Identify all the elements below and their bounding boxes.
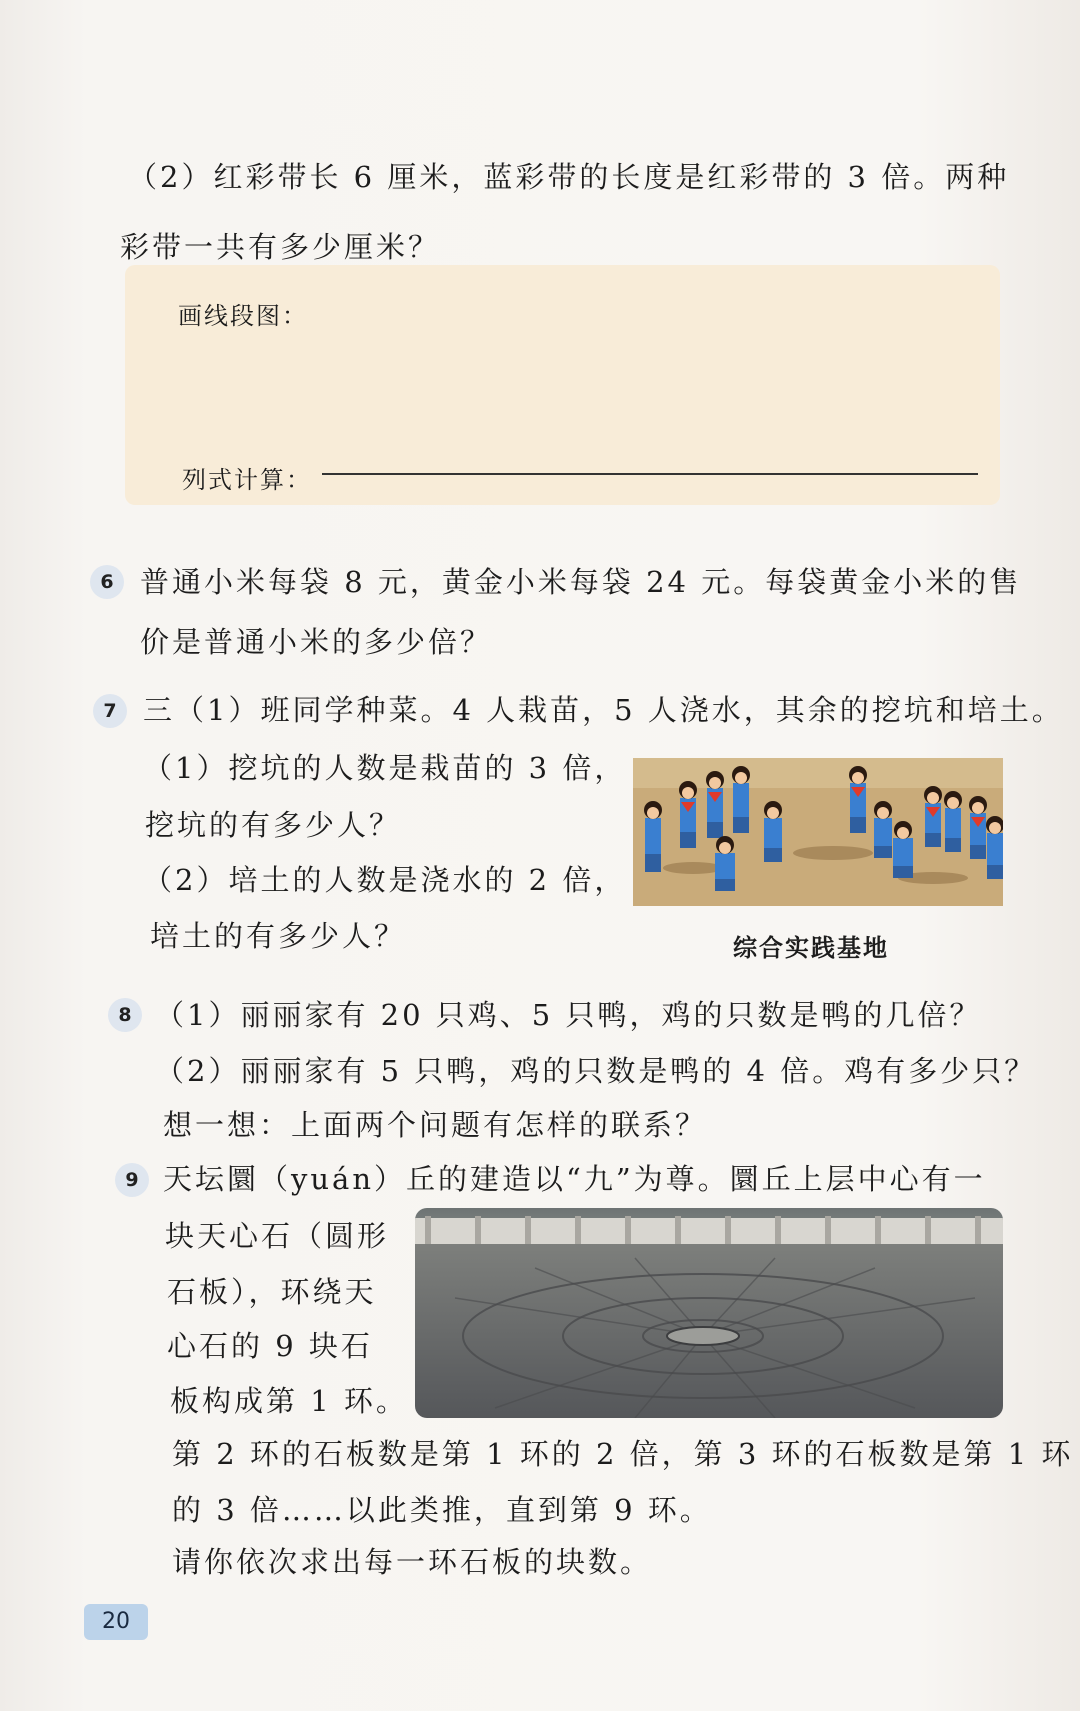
- problem6-line2: 价是普通小米的多少倍？: [140, 625, 493, 659]
- problem8-think: 想一想：上面两个问题有怎样的联系？: [163, 1108, 708, 1142]
- problem5-part2-line1: （2）红彩带长 6 厘米，蓝彩带的长度是红彩带的 3 倍。两种: [128, 160, 1010, 194]
- problem5-part2-line2: 彩带一共有多少厘米？: [120, 230, 441, 264]
- problem7-q1-line1: （1）挖坑的人数是栽苗的 3 倍，: [143, 751, 627, 785]
- problem7-q2-line2: 培土的有多少人？: [150, 919, 407, 953]
- problem9-number: 9: [115, 1163, 149, 1197]
- answer-line: [322, 473, 978, 475]
- problem7-q2-line1: （2）培土的人数是浇水的 2 倍，: [143, 863, 627, 897]
- problem9-line1: 天坛圜（yuán）丘的建造以“九”为尊。圜丘上层中心有一: [163, 1162, 986, 1196]
- problem9-line3: 的 3 倍……以此类推，直到第 9 环。: [172, 1493, 712, 1527]
- circular-mound-altar-photo: [415, 1208, 1003, 1418]
- page-number: 20: [84, 1604, 148, 1640]
- garden-caption: 综合实践基地: [733, 934, 889, 962]
- problem8-q2: （2）丽丽家有 5 只鸭，鸡的只数是鸭的 4 倍。鸡有多少只？: [155, 1054, 1037, 1088]
- problem9-line2: 第 2 环的石板数是第 1 环的 2 倍，第 3 环的石板数是第 1 环: [172, 1437, 1074, 1471]
- problem9-side2: 石板），环绕天: [167, 1275, 377, 1309]
- problem6-number: 6: [90, 565, 124, 599]
- altar-photo: [415, 1208, 1003, 1418]
- problem8-q1: （1）丽丽家有 20 只鸡、5 只鸭，鸡的只数是鸭的几倍？: [155, 998, 982, 1032]
- problem7-number: 7: [93, 694, 127, 728]
- problem6-line1: 普通小米每袋 8 元，黄金小米每袋 24 元。每袋黄金小米的售: [140, 565, 1022, 599]
- problem7-intro: 三（1）班同学种菜。4 人栽苗，5 人浇水，其余的挖坑和培土。: [143, 693, 1064, 727]
- problem9-side4: 板构成第 1 环。: [170, 1384, 408, 1418]
- problem9-side1: 块天心石（圆形: [165, 1219, 390, 1253]
- problem8-number: 8: [108, 998, 142, 1032]
- calc-label: 列式计算：: [182, 466, 312, 494]
- children-planting-illustration: [633, 758, 1003, 906]
- problem7-q1-line2: 挖坑的有多少人？: [145, 808, 402, 842]
- garden-picture: [633, 758, 1003, 906]
- problem9-line4: 请你依次求出每一环石板的块数。: [172, 1545, 653, 1579]
- problem9-side3: 心石的 9 块石: [167, 1329, 373, 1363]
- draw-label: 画线段图：: [178, 302, 308, 330]
